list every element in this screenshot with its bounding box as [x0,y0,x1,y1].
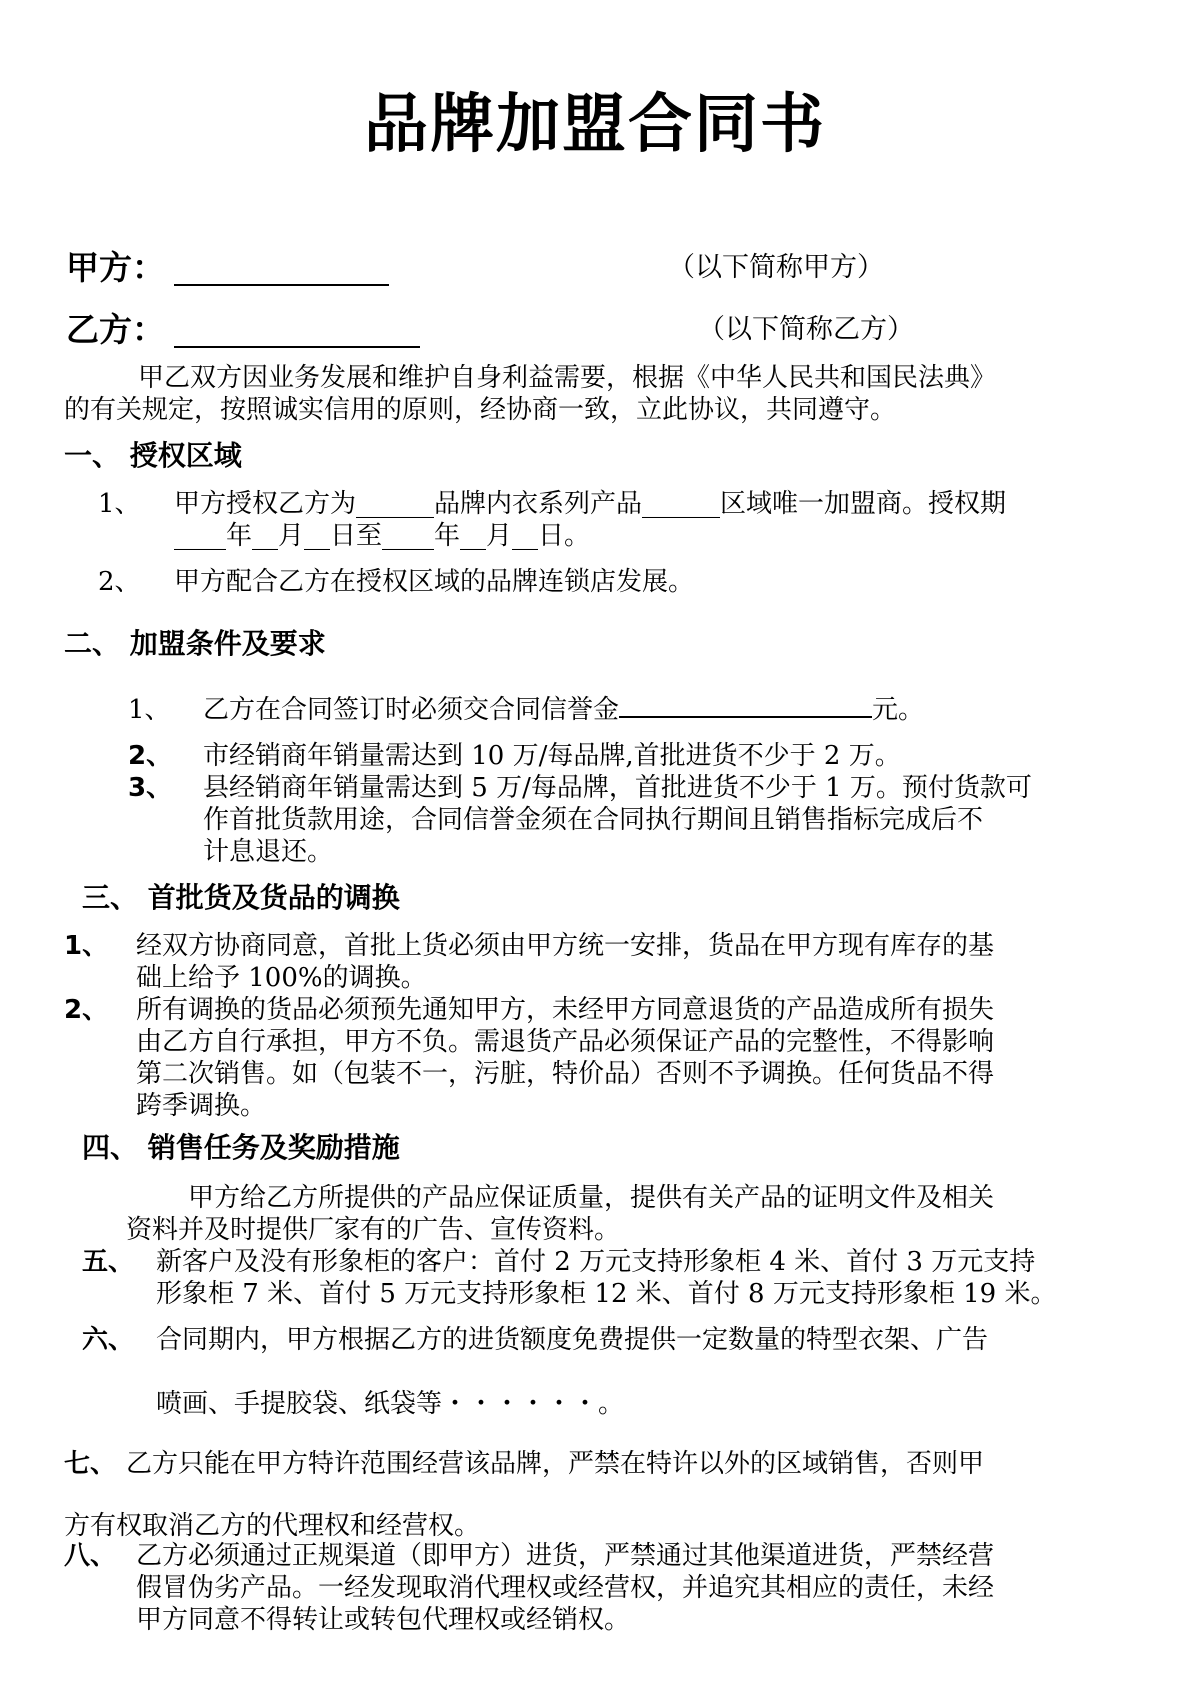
s7-line2: 方有权取消乙方的代理权和经营权。 [64,1511,481,1541]
s1-item2-line1: 甲方配合乙方在授权区域的品牌连锁店发展。 [174,567,695,597]
s3-item2-number: 2、 [64,995,109,1025]
deposit-blank [619,696,872,718]
party-b-blank [174,346,420,348]
s1-item1-line1: 甲方授权乙方为______品牌内衣系列产品______区域唯一加盟商。授权期 [174,489,1007,519]
s3-item2-line2: 由乙方自行承担，甲方不负。需退货产品必须保证产品的完整性，不得影响 [136,1027,995,1057]
s2-item1-number: 1、 [128,695,171,725]
s2-item3-line2: 作首批货款用途，合同信誉金须在合同执行期间且销售指标完成后不 [203,805,984,835]
s1-item2-number: 2、 [98,567,141,597]
party-b-label: 乙方： [66,310,165,349]
s3-item2-line1: 所有调换的货品必须预先通知甲方，未经甲方同意退货的产品造成所有损失 [136,995,995,1025]
s1-item1-number: 1、 [98,489,141,519]
s2-item1-text [203,694,924,727]
party-a-note: （以下简称甲方） [668,252,884,283]
s3-item1-line2: 础上给予 100%的调换。 [136,963,427,993]
s5-line2: 形象柜 7 米、首付 5 万元支持形象柜 12 米、首付 8 万元支持形象柜 19 米。 [156,1279,1057,1309]
s2-item2-line1: 市经销商年销量需达到 10 万/每品牌,首批进货不少于 2 万。 [203,741,901,771]
section-4-heading: 四、 销售任务及奖励措施 [82,1131,400,1164]
s3-item1-number: 1、 [64,931,109,961]
s2-item1-post: 元。 [872,695,925,725]
intro-line-2: 的有关规定，按照诚实信用的原则，经协商一致，立此协议，共同遵守。 [64,395,897,425]
section-8-number: 八、 [64,1541,117,1571]
document-title: 品牌加盟合同书 [364,88,826,162]
s8-line3: 甲方同意不得转让或转包代理权或经销权。 [136,1605,631,1635]
s3-item2-line3: 第二次销售。如（包装不一，污脏，特价品）否则不予调换。任何货品不得 [136,1059,995,1089]
s1-item1-line2: ____年__月__日至____年__月__日。 [174,521,591,551]
s2-item3-number: 3、 [128,773,173,803]
section-3-heading: 三、 首批货及货品的调换 [82,881,400,914]
section-7-number: 七、 [64,1449,117,1479]
s3-item2-line4: 跨季调换。 [136,1091,267,1121]
s8-line1: 乙方必须通过正规渠道（即甲方）进货，严禁通过其他渠道进货，严禁经营 [136,1541,995,1571]
intro-line-1: 甲乙双方因业务发展和维护自身利益需要，根据《中华人民共和国民法典》 [138,363,997,393]
s2-item3-line1: 县经销商年销量需达到 5 万/每品牌，首批进货不少于 1 万。预付货款可 [203,773,1032,803]
section-6-number: 六、 [82,1325,135,1355]
party-a-blank [174,284,389,286]
party-a-label: 甲方： [66,248,165,287]
s6-line2: 喷画、手提胶袋、纸袋等・・・・・・。 [156,1389,625,1419]
party-b-note: （以下简称乙方） [698,314,914,345]
section-1-heading: 一、 授权区域 [64,439,242,472]
s2-item2-number: 2、 [128,741,173,771]
section-2-heading: 二、 加盟条件及要求 [64,627,326,660]
s8-line2: 假冒伪劣产品。一经发现取消代理权或经营权，并追究其相应的责任，未经 [136,1573,995,1603]
s3-item1-line1: 经双方协商同意，首批上货必须由甲方统一安排，货品在甲方现有库存的基 [136,931,995,961]
s4-line2: 资料并及时提供厂家有的广告、宣传资料。 [126,1215,621,1245]
s4-line1: 甲方给乙方所提供的产品应保证质量，提供有关产品的证明文件及相关 [188,1183,995,1213]
s2-item1-pre: 乙方在合同签订时必须交合同信誉金 [203,695,620,725]
s6-line1: 合同期内，甲方根据乙方的进货额度免费提供一定数量的特型衣架、广告 [156,1325,989,1355]
s5-line1: 新客户及没有形象柜的客户：首付 2 万元支持形象柜 4 米、首付 3 万元支持 [156,1247,1036,1277]
s7-line1: 乙方只能在甲方特许范围经营该品牌，严禁在特许以外的区域销售，否则甲 [126,1449,985,1479]
section-5-number: 五、 [82,1247,135,1277]
s2-item3-line3: 计息退还。 [203,837,334,867]
